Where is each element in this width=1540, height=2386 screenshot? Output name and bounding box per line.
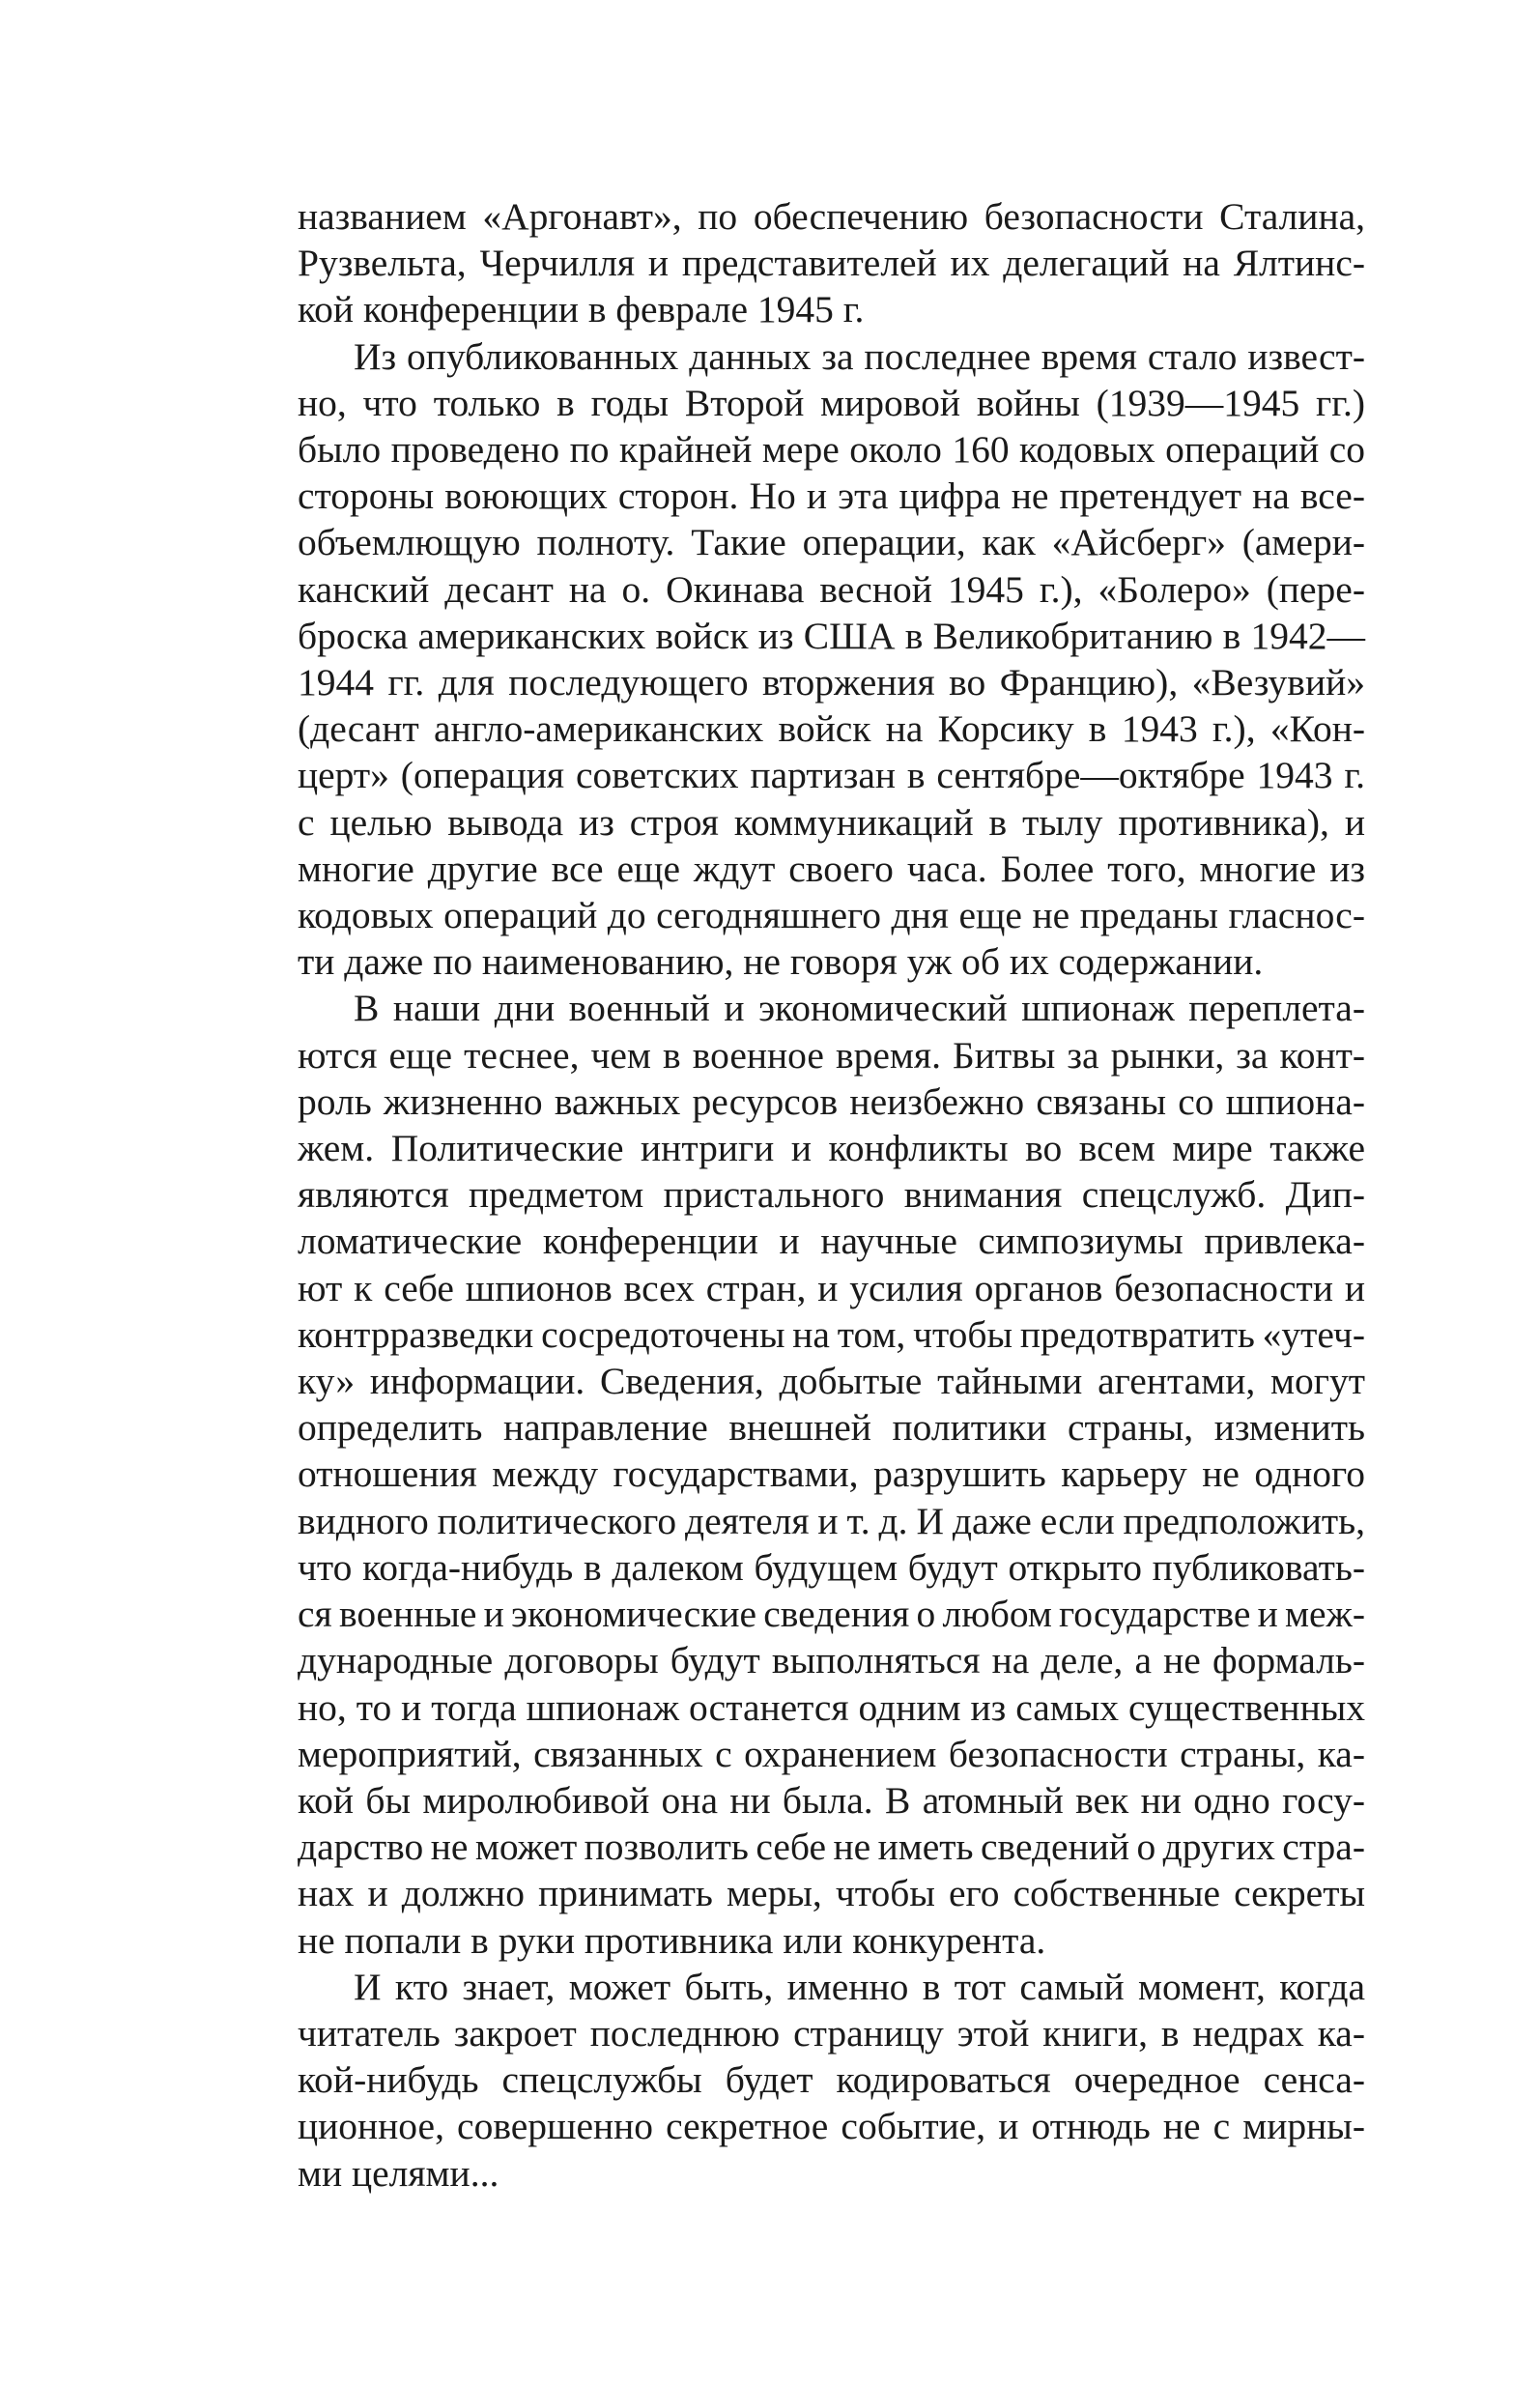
text-line: дународные договоры будут выполняться на деле, а не формаль- [298,1639,1365,1682]
text-line: ку» информации. Сведения, добытые тайными агентами, могут [298,1360,1365,1403]
text-line: (десант англо-американских войск на Корсику в 1943 г.), «Кон- [298,707,1365,751]
text-line: ми целями... [298,2151,499,2195]
text-line: И кто знает, может быть, именно в тот самый момент, когда [354,1965,1365,2008]
text-line: с целью вывода из строя коммуникаций в тылу противника), и [298,800,1365,844]
text-line: роль жизненно важных ресурсов неизбежно связаны со шпиона- [298,1079,1365,1123]
text-line: являются предметом пристального внимания спецслужб. Дип- [298,1173,1365,1217]
text-line: ти даже по наименованию, не говоря уж об их содержании. [298,940,1264,984]
body-text [298,193,1365,2197]
text-line: кой конференции в феврале 1945 г. [298,288,865,331]
text-line: определить направление внешней политики страны, изменить [298,1406,1365,1450]
text-line: ломатические конференции и научные симпозиумы привлека- [298,1220,1365,1263]
text-line: видного политического деятеля и т. д. И даже если предположить, [298,1499,1365,1542]
paragraph-2 [298,333,1365,986]
text-line: отношения между государствами, разрушить карьеру не одного [298,1452,1365,1496]
text-line: названием «Аргонавт», по обеспечению безопасности Сталина, [298,195,1365,238]
text-line: не попали в руки противника или конкурента. [298,1918,1046,1962]
text-line: жем. Политические интриги и конфликты во всем мире также [298,1127,1365,1170]
text-line: мероприятий, связанных с охранением безопасности страны, ка- [298,1732,1365,1775]
text-line: объемлющую полноту. Такие операции, как «Айсберг» (амери- [298,521,1365,564]
text-line: броска американских войск из США в Великобританию в 1942— [298,614,1365,657]
text-line: дарство не может позволить себе не иметь сведений о других стра- [298,1825,1365,1869]
text-line: было проведено по крайней мере около 160 кодовых операций со [298,428,1365,472]
text-line: ся военные и экономические сведения о любом государстве и меж- [298,1593,1365,1636]
text-line: но, что только в годы Второй мировой войны (1939—1945 гг.) [298,381,1365,424]
text-line: ют к себе шпионов всех стран, и усилия органов безопасности и [298,1266,1365,1309]
text-line: стороны воюющих сторон. Но и эта цифра не претендует на все- [298,474,1365,518]
text-line: кой-нибудь спецслужбы будет кодироваться очередное сенса- [298,2058,1365,2102]
paragraph-4 [298,1964,1365,2197]
text-line: ционное, совершенно секретное событие, и отнюдь не с мирны- [298,2105,1365,2148]
text-line: читатель закроет последнюю страницу этой книги, в недрах ка- [298,2011,1365,2055]
text-line: многие другие все еще ждут своего часа. Более того, многие из [298,847,1365,890]
text-line: кой бы миролюбивой она ни была. В атомный век ни одно госу- [298,1778,1365,1822]
text-line: контрразведки сосредоточены на том, чтобы предотвратить «утеч- [298,1312,1365,1356]
text-line: церт» (операция советских партизан в сентябре—октябре 1943 г. [298,754,1365,797]
text-line: Из опубликованных данных за последнее время стало извест- [354,334,1365,378]
paragraph-1 [298,193,1365,333]
text-line: но, то и тогда шпионаж останется одним из самых существенных [298,1685,1365,1729]
text-line: что когда-нибудь в далеком будущем будут открыто публиковать- [298,1545,1365,1589]
text-line: 1944 гг. для последующего вторжения во Францию), «Везувий» [298,661,1365,704]
paragraph-3 [298,985,1365,1963]
text-line: ются еще теснее, чем в военное время. Битвы за рынки, за конт- [298,1033,1365,1077]
text-line: В наши дни военный и экономический шпионаж переплета- [354,987,1365,1030]
text-line: нах и должно принимать меры, чтобы его собственные секреты [298,1872,1365,1915]
text-line: кодовых операций до сегодняшнего дня еще не преданы гласнос- [298,894,1365,937]
text-line: канский десант на о. Окинава весной 1945 г.), «Болеро» (пере- [298,567,1365,611]
text-line: Рузвельта, Черчилля и представителей их делегаций на Ялтинс- [298,242,1365,285]
